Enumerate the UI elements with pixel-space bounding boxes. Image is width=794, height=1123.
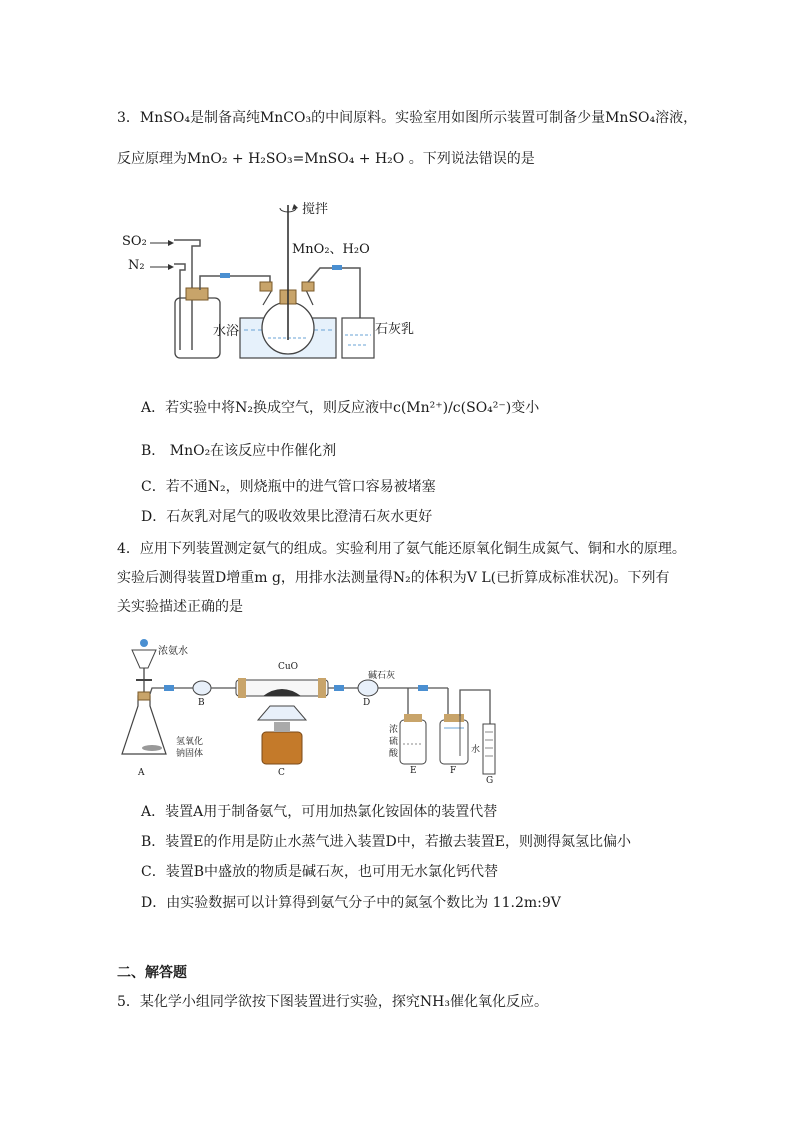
label-d: D xyxy=(363,698,371,708)
reagent-label: MnO₂、H₂O xyxy=(292,242,370,257)
q3-stem-line1: 3．MnSO₄是制备高纯MnCO₃的中间原料。实验室用如图所示装置可制备少量MnSO₄溶液， xyxy=(117,110,698,126)
lime-milk-label: 石灰乳 xyxy=(375,322,415,337)
q4-apparatus-figure xyxy=(118,636,508,786)
section-heading: 二、解答题 xyxy=(117,965,187,981)
q3-apparatus-figure xyxy=(120,190,440,365)
label-f: F xyxy=(450,766,457,776)
q4-stem-line3: 关实验描述正确的是 xyxy=(117,599,243,615)
label-b: B xyxy=(198,698,205,708)
water-bath-label: 水浴 xyxy=(213,324,240,339)
naoh-label: 氢氧化 钠固体 xyxy=(176,737,204,759)
q5-stem: 5．某化学小组同学欲按下图装置进行实验，探究NH₃催化氧化反应。 xyxy=(117,994,548,1010)
so2-label: SO₂ xyxy=(122,234,147,249)
q3-stem-line2: 反应原理为MnO₂ + H₂SO₃=MnSO₄ + H₂O 。下列说法错误的是 xyxy=(117,151,535,167)
q4-option-b: B．装置E的作用是防止水蒸气进入装置D中，若撤去装置E，则测得氮氢比偏小 xyxy=(141,834,631,850)
cuo-label: CuO xyxy=(278,662,299,672)
q4-option-a: A．装置A用于制备氨气，可用加热氯化铵固体的装置代替 xyxy=(141,804,498,820)
stir-label: 搅拌 xyxy=(302,202,329,217)
q3-option-c: C．若不通N₂，则烧瓶中的进气管口容易被堵塞 xyxy=(141,479,436,495)
q4-option-c: C．装置B中盛放的物质是碱石灰，也可用无水氯化钙代替 xyxy=(141,864,498,880)
label-e: E xyxy=(410,766,417,776)
q4-stem-line1: 4．应用下列装置测定氨气的组成。实验利用了氨气能还原氧化铜生成氮气、铜和水的原理。 xyxy=(117,541,686,557)
label-a: A xyxy=(138,768,145,778)
conc-h2so4-label: 浓 硫 酸 xyxy=(389,725,399,759)
conc-ammonia-label: 浓氨水 xyxy=(158,646,188,657)
n2-label: N₂ xyxy=(128,258,145,273)
soda-lime-label: 碱石灰 xyxy=(368,671,396,681)
water-label: 水 xyxy=(471,745,481,755)
q3-option-b: B． MnO₂在该反应中作催化剂 xyxy=(141,443,337,459)
q4-stem-line2: 实验后测得装置D增重m g，用排水法测量得N₂的体积为V L(已折算成标准状况)。下列有 xyxy=(117,570,670,586)
q3-option-a: A．若实验中将N₂换成空气，则反应液中c(Mn²⁺)/c(SO₄²⁻)变小 xyxy=(141,400,540,416)
label-g: G xyxy=(486,776,494,786)
label-c: C xyxy=(278,768,285,778)
q3-option-d: D．石灰乳对尾气的吸收效果比澄清石灰水更好 xyxy=(141,509,433,525)
q4-option-d: D．由实验数据可以计算得到氨气分子中的氮氢个数比为 11.2m:9V xyxy=(141,895,561,911)
